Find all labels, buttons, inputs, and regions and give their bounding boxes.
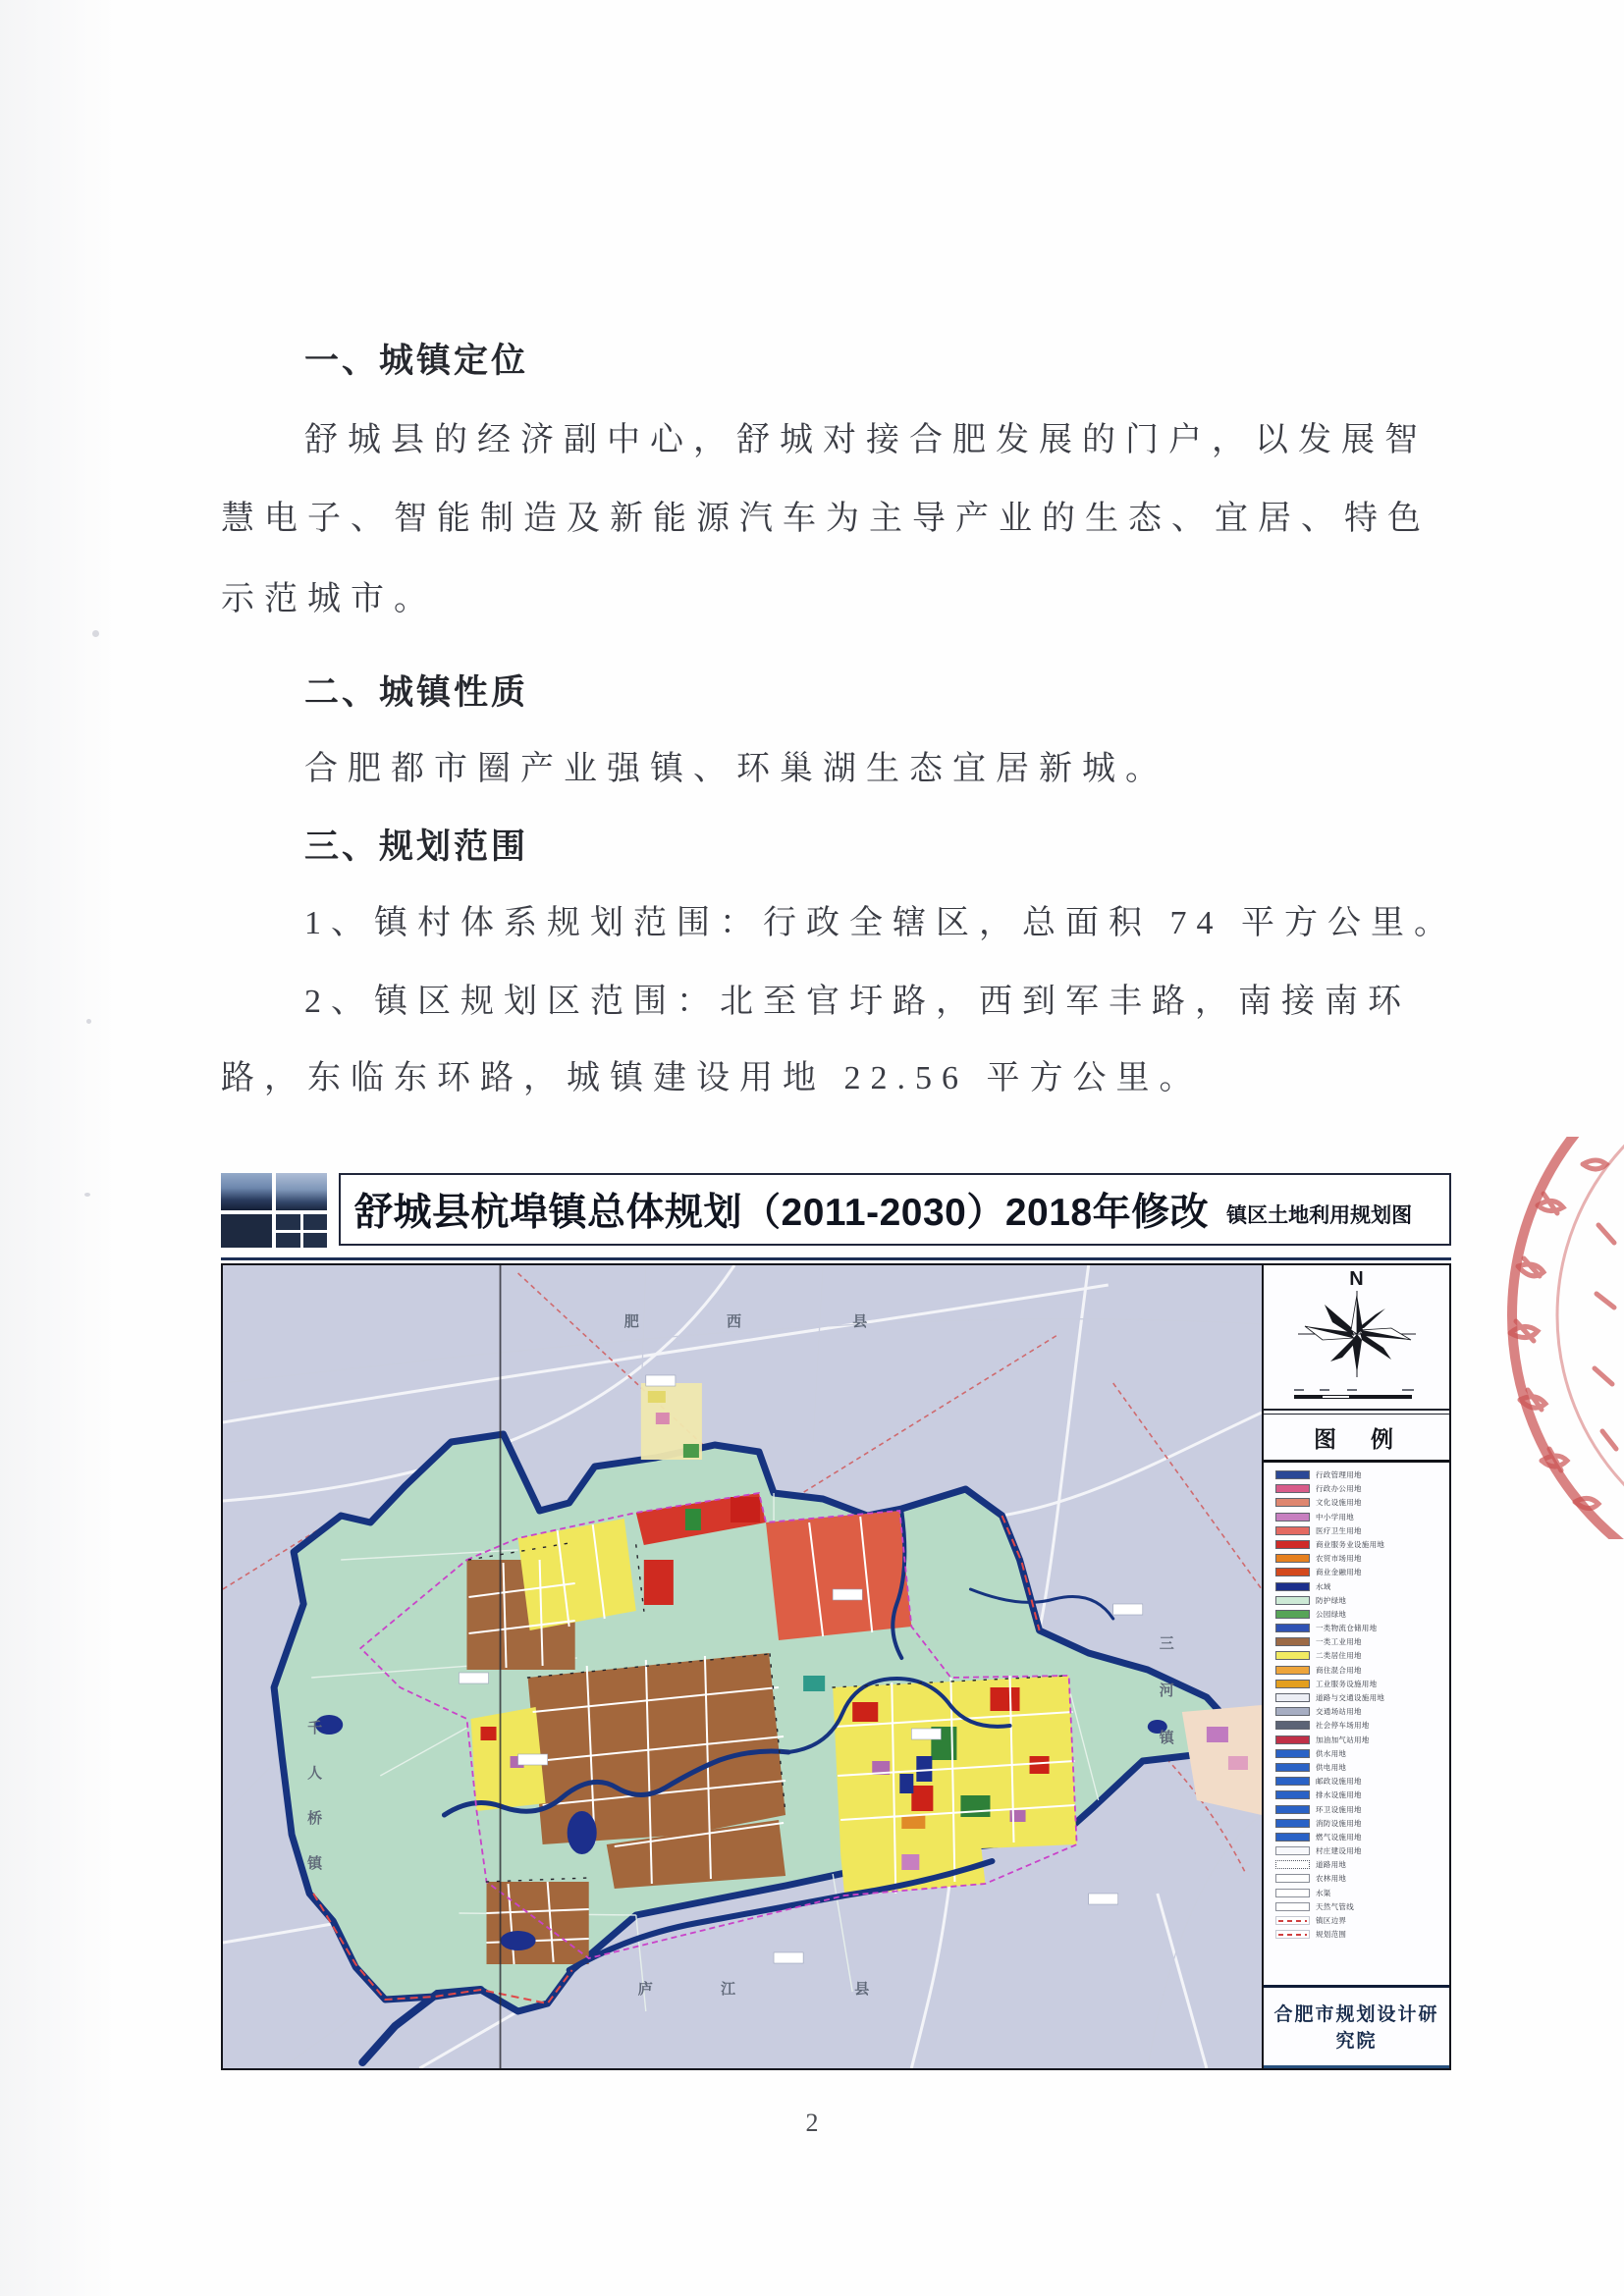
legend-swatch [1275, 1596, 1310, 1605]
legend-swatch [1275, 1790, 1310, 1799]
map-frame [221, 1263, 1451, 2070]
legend-label: 商业服务业设施用地 [1316, 1539, 1385, 1549]
legend-swatch [1275, 1484, 1310, 1493]
legend-swatch [1275, 1930, 1310, 1939]
legend-item [1275, 1818, 1441, 1829]
legend-swatch [1275, 1846, 1310, 1855]
legend-swatch [1275, 1610, 1310, 1619]
legend-item [1275, 1553, 1441, 1564]
figure-title-box [339, 1173, 1451, 1246]
legend-item [1275, 1483, 1441, 1494]
legend-label: 排水设施用地 [1316, 1790, 1362, 1800]
legend-label: 农贸市场用地 [1316, 1554, 1362, 1564]
legend-item [1275, 1845, 1441, 1856]
logo-dark-tile [221, 1214, 272, 1248]
legend-item [1275, 1609, 1441, 1620]
compass-block [1264, 1265, 1449, 1385]
legend-label: 环卫设施用地 [1316, 1804, 1362, 1814]
legend-item [1275, 1901, 1441, 1912]
legend-label: 水域 [1316, 1581, 1331, 1591]
legend-item [1275, 1706, 1441, 1717]
compass-rose-icon [1293, 1289, 1421, 1379]
legend-label: 工业服务设施用地 [1316, 1679, 1378, 1688]
legend-swatch [1275, 1916, 1310, 1925]
body-line: 示范城市。 [221, 581, 437, 617]
legend-title: 图 例 [1264, 1415, 1449, 1463]
legend-item [1275, 1748, 1441, 1759]
legend-label: 行政办公用地 [1316, 1484, 1362, 1494]
legend-item [1275, 1873, 1441, 1884]
map-edge-label: 庐 [637, 1981, 653, 1998]
map-edge-label: 镇 [1159, 1730, 1174, 1746]
body-line: 2、镇区规划区范围：北至官圩路，西到军丰路，南接南环 [304, 984, 1411, 1020]
legend-label: 社会停车场用地 [1316, 1721, 1370, 1731]
legend-label: 燃气设施用地 [1316, 1832, 1362, 1842]
divider-rule [221, 1257, 1451, 1260]
legend-swatch [1275, 1735, 1310, 1744]
legend-swatch [1275, 1498, 1310, 1507]
institute-name: 合肥市规划设计研究院 [1264, 1985, 1449, 2068]
land-use-plan-figure [221, 1173, 1451, 2068]
legend-swatch [1275, 1513, 1310, 1522]
legend-swatch [1275, 1568, 1310, 1576]
legend-item [1275, 1512, 1441, 1522]
legend-label: 水渠 [1316, 1888, 1331, 1897]
legend-item [1275, 1539, 1441, 1550]
legend-label: 规划范围 [1316, 1930, 1347, 1940]
legend-item [1275, 1636, 1441, 1647]
legend-label: 行政管理用地 [1316, 1470, 1362, 1479]
legend-swatch [1275, 1819, 1310, 1828]
legend-label: 一类物流仓储用地 [1316, 1624, 1378, 1633]
legend-item [1275, 1469, 1441, 1480]
legend-item [1275, 1859, 1441, 1870]
legend-swatch [1275, 1680, 1310, 1688]
legend-item [1275, 1567, 1441, 1577]
legend-swatch [1275, 1624, 1310, 1632]
legend-swatch [1275, 1874, 1310, 1883]
legend-item [1275, 1692, 1441, 1703]
legend-label: 道路用地 [1316, 1860, 1347, 1870]
legend-item [1275, 1581, 1441, 1592]
body-line: 舒城县的经济副中心，舒城对接合肥发展的门户，以发展智 [304, 422, 1428, 458]
logo-photo-tile [221, 1173, 272, 1210]
land-use-map [223, 1265, 1262, 2068]
legend-item [1275, 1595, 1441, 1606]
legend-swatch [1275, 1902, 1310, 1911]
body-line: 慧电子、智能制造及新能源汽车为主导产业的生态、宜居、特色 [221, 501, 1431, 537]
legend-label: 道路与交通设施用地 [1316, 1693, 1385, 1702]
legend-label: 防护绿地 [1316, 1595, 1347, 1605]
legend-swatch [1275, 1707, 1310, 1716]
legend-item [1275, 1789, 1441, 1800]
map-edge-label: 西 [726, 1313, 741, 1330]
institute-logo [221, 1173, 331, 1248]
legend-label: 供水用地 [1316, 1748, 1347, 1758]
red-seal-stamp [1481, 1137, 1624, 1539]
legend-swatch [1275, 1749, 1310, 1758]
legend-item [1275, 1525, 1441, 1536]
figure-title-bar [221, 1173, 1451, 1252]
legend-item [1275, 1915, 1441, 1926]
legend-swatch [1275, 1763, 1310, 1772]
legend-swatch [1275, 1637, 1310, 1646]
north-label: N [1349, 1268, 1364, 1290]
legend-label: 商住混合用地 [1316, 1665, 1362, 1675]
map-edge-label: 三 [1159, 1635, 1174, 1652]
map-edge-label: 江 [720, 1981, 735, 1998]
legend-item [1275, 1804, 1441, 1815]
legend-label: 加油加气站用地 [1316, 1735, 1370, 1744]
legend-item [1275, 1929, 1441, 1940]
legend-item [1275, 1497, 1441, 1508]
logo-grid-tile [276, 1214, 327, 1248]
legend-label: 天然气管线 [1316, 1901, 1354, 1911]
legend-swatch [1275, 1805, 1310, 1814]
legend-item [1275, 1762, 1441, 1773]
legend-item [1275, 1776, 1441, 1787]
legend-swatch [1275, 1693, 1310, 1702]
legend-label: 医疗卫生用地 [1316, 1525, 1362, 1535]
legend-item [1275, 1650, 1441, 1661]
legend-swatch [1275, 1540, 1310, 1549]
legend-swatch [1275, 1860, 1310, 1869]
legend-item [1275, 1679, 1441, 1689]
map-edge-label: 县 [852, 1313, 868, 1330]
legend-label: 文化设施用地 [1316, 1498, 1362, 1508]
legend-swatch [1275, 1582, 1310, 1591]
legend-label: 二类居住用地 [1316, 1651, 1362, 1661]
body-line: 1、镇村体系规划范围：行政全辖区，总面积 74 平方公里。 [304, 905, 1457, 941]
legend-swatch [1275, 1651, 1310, 1660]
map-edge-label: 桥 [307, 1810, 323, 1827]
legend-swatch [1275, 1777, 1310, 1786]
map-edge-label: 河 [1159, 1682, 1174, 1699]
legend-swatch [1275, 1721, 1310, 1730]
map-edge-label: 人 [307, 1765, 323, 1782]
map-edge-label: 千 [307, 1720, 323, 1736]
map-edge-label: 镇 [307, 1855, 323, 1872]
section-heading: 一、城镇定位 [304, 342, 529, 380]
legend-item [1275, 1720, 1441, 1731]
legend-swatch [1275, 1470, 1310, 1479]
scan-artifact [84, 1193, 90, 1197]
figure-title: 舒城县杭埠镇总体规划（2011-2030）2018年修改 [354, 1192, 1210, 1234]
legend-label: 供电用地 [1316, 1762, 1347, 1772]
figure-subtitle: 镇区土地利用规划图 [1226, 1204, 1413, 1227]
legend-label: 村庄建设用地 [1316, 1846, 1362, 1856]
north-village-cluster [641, 1383, 702, 1460]
legend-item [1275, 1623, 1441, 1633]
legend-item [1275, 1888, 1441, 1898]
section-heading: 三、规划范围 [304, 828, 529, 866]
legend-label: 交通场站用地 [1316, 1707, 1362, 1717]
scale-bar [1264, 1385, 1449, 1409]
logo-photo-tile [276, 1173, 327, 1210]
legend-swatch [1275, 1666, 1310, 1675]
legend-swatch [1275, 1526, 1310, 1535]
legend-swatch [1275, 1833, 1310, 1842]
page-number: 2 [805, 2109, 819, 2137]
legend-swatch [1275, 1554, 1310, 1563]
legend-item [1275, 1665, 1441, 1676]
legend-label: 中小学用地 [1316, 1512, 1354, 1522]
legend-label: 消防设施用地 [1316, 1818, 1362, 1828]
legend-list [1264, 1463, 1449, 1942]
legend-label: 公园绿地 [1316, 1609, 1347, 1619]
legend-item [1275, 1832, 1441, 1842]
map-side-panel [1262, 1265, 1449, 2068]
body-line: 合肥都市圈产业强镇、环巢湖生态宜居新城。 [304, 751, 1168, 787]
legend-label: 一类工业用地 [1316, 1637, 1362, 1647]
legend-label: 镇区边界 [1316, 1916, 1347, 1925]
section-heading: 二、城镇性质 [304, 673, 529, 712]
legend-label: 农林用地 [1316, 1874, 1347, 1884]
map-edge-label: 肥 [623, 1313, 639, 1330]
map-edge-label: 县 [854, 1981, 870, 1998]
scan-artifact [86, 1019, 91, 1024]
legend-swatch [1275, 1889, 1310, 1897]
legend-label: 邮政设施用地 [1316, 1777, 1362, 1787]
legend-label: 商业金融用地 [1316, 1568, 1362, 1577]
legend-item [1275, 1735, 1441, 1745]
body-line: 路，东临东环路，城镇建设用地 22.56 平方公里。 [221, 1060, 1203, 1096]
scan-artifact [92, 630, 99, 637]
